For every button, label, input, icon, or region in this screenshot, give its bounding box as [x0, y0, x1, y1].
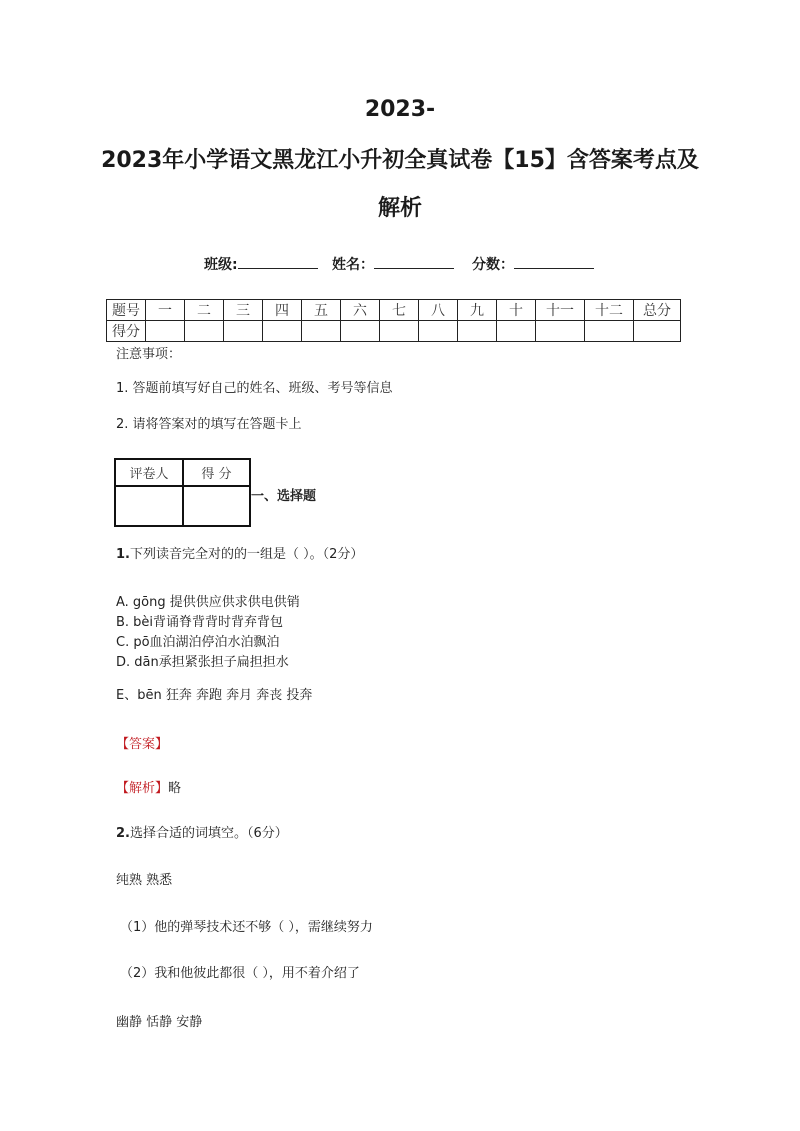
word-choices-1: 纯熟 熟悉	[116, 873, 173, 888]
header-cell: 题号	[107, 300, 146, 321]
title-line-1: 2023-	[364, 97, 436, 122]
score-cell[interactable]	[419, 321, 458, 342]
score-cell[interactable]	[302, 321, 341, 342]
class-blank	[238, 252, 318, 269]
header-cell: 五	[302, 300, 341, 321]
section-title: 一、选择题	[251, 489, 317, 504]
score-cell[interactable]	[341, 321, 380, 342]
question-2-number: 2.	[116, 826, 130, 841]
score-cell[interactable]	[634, 321, 681, 342]
option-b: B. bèi背诵脊背背时背弃背包	[116, 615, 284, 630]
score-field	[472, 252, 594, 274]
question-2-stem: 选择合适的词填空。（6分）	[129, 826, 288, 841]
analysis-text: 略	[168, 781, 182, 796]
header-cell: 二	[185, 300, 224, 321]
class-field	[204, 252, 318, 274]
name-blank	[374, 252, 454, 269]
option-a: A. gōng 提供供应供求供电供销	[116, 595, 300, 610]
header-cell: 八	[419, 300, 458, 321]
notes-heading: 注意事项：	[116, 347, 182, 362]
score-label: 分数：	[472, 257, 514, 273]
name-field	[332, 252, 454, 274]
grader-score-header: 得 分	[183, 459, 250, 486]
title-line-3: 解析	[377, 196, 422, 221]
grader-header: 评卷人	[115, 459, 183, 486]
header-cell: 一	[146, 300, 185, 321]
option-e: E、bēn 狂奔 奔跑 奔月 奔丧 投奔	[116, 688, 313, 703]
score-cell[interactable]	[146, 321, 185, 342]
answer-label: 【答案】	[116, 737, 169, 752]
question-1-number: 1.	[116, 547, 130, 562]
grader-cell[interactable]	[115, 486, 183, 526]
question-1	[116, 543, 363, 562]
option-d: D. dān承担紧张担子扁担担水	[116, 655, 289, 670]
title-line-2: 2023年小学语文黑龙江小升初全真试卷【15】含答案考点及	[101, 148, 699, 173]
score-table	[106, 299, 681, 342]
score-table-header-row	[107, 300, 681, 321]
analysis-label: 【解析】	[116, 781, 169, 796]
score-cell[interactable]	[185, 321, 224, 342]
analysis	[116, 777, 181, 796]
score-cell[interactable]	[458, 321, 497, 342]
score-cell[interactable]	[263, 321, 302, 342]
score-table-score-row	[107, 321, 681, 342]
header-cell: 总分	[634, 300, 681, 321]
score-cell[interactable]	[497, 321, 536, 342]
header-cell: 七	[380, 300, 419, 321]
class-label: 班级:	[204, 257, 238, 273]
score-row-label: 得分	[107, 321, 146, 342]
notes-item-1: 1. 答题前填写好自己的姓名、班级、考号等信息	[116, 381, 393, 396]
header-cell: 十一	[536, 300, 585, 321]
score-cell[interactable]	[224, 321, 263, 342]
score-cell[interactable]	[585, 321, 634, 342]
question-2	[116, 822, 288, 841]
header-cell: 十二	[585, 300, 634, 321]
grader-table	[114, 458, 251, 527]
notes-item-2: 2. 请将答案对的填写在答题卡上	[116, 417, 302, 432]
score-cell[interactable]	[536, 321, 585, 342]
header-cell: 六	[341, 300, 380, 321]
sentence-1: （1）他的弹琴技术还不够（ ），需继续努力	[120, 920, 373, 935]
header-cell: 三	[224, 300, 263, 321]
sentence-2: （2）我和他彼此都很（ ），用不着介绍了	[120, 966, 360, 981]
header-cell: 十	[497, 300, 536, 321]
word-choices-2: 幽静 恬静 安静	[116, 1015, 203, 1030]
header-cell: 四	[263, 300, 302, 321]
question-1-stem: 下列读音完全对的的一组是（ ）。（2分）	[129, 547, 364, 562]
name-label: 姓名：	[332, 257, 374, 273]
option-c: C. pō血泊湖泊停泊水泊飘泊	[116, 635, 280, 650]
header-cell: 九	[458, 300, 497, 321]
score-cell[interactable]	[380, 321, 419, 342]
score-blank	[514, 252, 594, 269]
grader-score-cell[interactable]	[183, 486, 250, 526]
